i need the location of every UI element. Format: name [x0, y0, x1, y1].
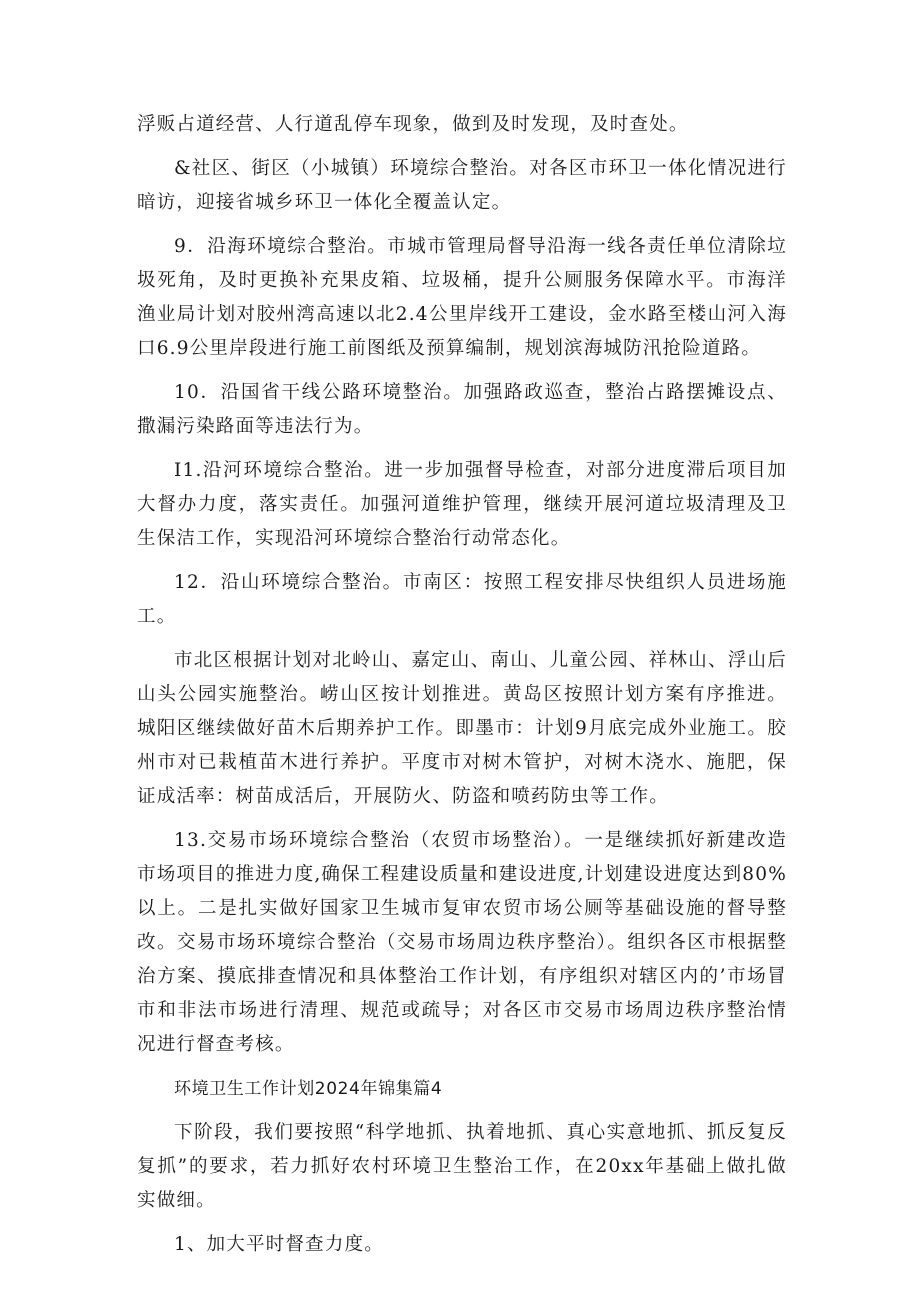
paragraph-highway-rectification: 10．沿国省干线公路环境整治。加强路政巡查，整治占路摆摊设点、撒漏污染路面等违法行为。: [137, 382, 787, 437]
paragraph-river-rectification: I1.沿河环境综合整治。进一步加强督导检查，对部分进度滞后项目加大督办力度，落实责任。加强河道维护管理，继续开展河道垃圾清理及卫生保洁工作，实现沿河环境综合整治行动常态化。: [137, 460, 787, 549]
paragraph-next-stage: 下阶段，我们要按照“科学地抓、执着地抓、真心实意地抓、抓反复反复抓”的要求，若力抓好农村环境卫生整治工作，在20xx年基础上做扎做实做细。: [137, 1122, 787, 1211]
paragraph-supervision-item: 1、加大平时督查力度。: [174, 1234, 384, 1255]
paragraph-market-rectification: 13.交易市场环境综合整治（农贸市场整治）。一是继续抓好新建改造市场项目的推进力度,确保工程建设质量和建设进度,计划建设进度达到80%以上。二是扎实做好国家卫生城市复审农贸市场公厕等基础设施的督导整改。交易市场环境综合整治（交易市场周边秩序整治）。组织各区市根据整治方案、摸底排查情况和具体整治工作计划，有序组织对辖区内的’市场冒市和非法市场进行清理、规范或疏导；对各区市交易市场周边秩序整治情况进行督查考核。: [137, 830, 787, 1055]
paragraph-mountain-rectification: 12．沿山环境综合整治。市南区：按照工程安排尽快组织人员进场施工。: [137, 572, 787, 627]
paragraph-district-plans: 市北区根据计划对北岭山、嘉定山、南山、儿童公园、祥林山、浮山后山头公园实施整治。崂山区按计划推进。黄岛区按照计划方案有序推进。城阳区继续做好苗木后期养护工作。即墨市：计划9月底完成外业施工。胶州市对已栽植苗木进行养护。平度市对树木管护，对树木浇水、施肥，保证成活率：树苗成活后，开展防火、防盗和喷药防虫等工作。: [137, 650, 787, 807]
paragraph-coastal-rectification: 9．沿海环境综合整治。市城市管理局督导沿海一线各责任单位清除垃圾死角，及时更换补充果皮箱、垃圾桶，提升公厕服务保障水平。市海洋渔业局计划对胶州湾高速以北2.4公里岸线开工建设，金水路至楼山河入海口6.9公里岸段进行施工前图纸及预算编制，规划滨海城防汛抢险道路。: [137, 236, 787, 359]
paragraph-community-rectification: &社区、街区（小城镇）环境综合整治。对各区市环卫一体化情况进行暗访，迎接省城乡环卫一体化全覆盖认定。: [137, 158, 787, 213]
section-heading: 环境卫生工作计划2024年锦集篇4: [174, 1079, 443, 1099]
document-body: [137, 108, 787, 1272]
paragraph-street-vendors: 浮贩占道经营、人行道乱停车现象，做到及时发现，及时查处。: [137, 114, 689, 135]
